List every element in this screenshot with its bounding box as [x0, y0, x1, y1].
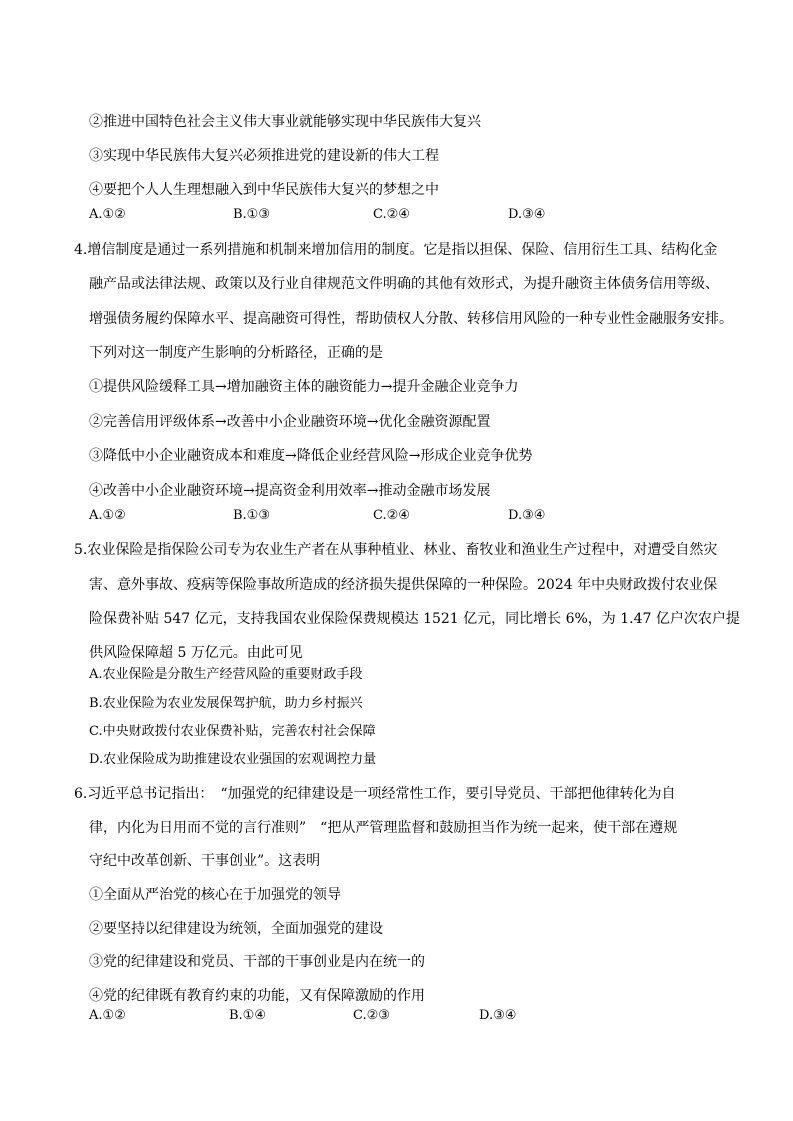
q5-stem-line-1: 5.农业保险是指保险公司专为农业生产者在从事种植业、林业、畜牧业和渔业生产过程中，对遭受自然灾	[74, 542, 718, 558]
q3-item-3: ③实现中华民族伟大复兴必须推进党的建设新的伟大工程	[89, 148, 439, 164]
q6-item-3: ③党的纪律建设和党员、干部的干事创业是内在统一的	[89, 954, 425, 970]
q4-stem-line-2: 融产品或法律法规、政策以及行业自律规范文件明确的其他有效形式，为提升融资主体债务信用等级、	[89, 276, 719, 292]
q6-stem-line-1: 6.习近平总书记指出： “加强党的纪律建设是一项经常性工作，要引导党员、干部把他律转化为自	[74, 786, 676, 802]
q3-item-2: ②推进中国特色社会主义伟大事业就能够实现中华民族伟大复兴	[89, 114, 481, 130]
q3-option-d: D.③④	[508, 207, 546, 222]
q4-item-4: ④改善中小企业融资环境→提高资金利用效率→推动金融市场发展	[89, 483, 491, 499]
q6-option-a: A.①②	[89, 1008, 126, 1023]
q5-stem-line-2: 害、意外事故、疫病等保险事故所造成的经济损失提供保障的一种保险。2024 年中央财政拨付农业保	[89, 577, 718, 593]
q5-option-d: D.农业保险成为助推建设农业强国的宏观调控力量	[89, 752, 377, 767]
q4-option-a: A.①②	[89, 508, 126, 523]
q5-option-b: B.农业保险为农业发展保驾护航，助力乡村振兴	[89, 696, 363, 711]
q6-option-c: C.②③	[353, 1008, 390, 1023]
q4-item-2: ②完善信用评级体系→改善中小企业融资环境→优化金融资源配置	[89, 414, 491, 430]
q5-option-c: C.中央财政拨付农业保费补贴，完善农村社会保障	[89, 724, 376, 739]
q6-option-d: D.③④	[479, 1008, 517, 1023]
q4-item-1: ①提供风险缓释工具→增加融资主体的融资能力→提升金融企业竞争力	[89, 379, 519, 395]
q6-option-b: B.①④	[229, 1008, 266, 1023]
q5-option-a: A.农业保险是分散生产经营风险的重要财政手段	[89, 667, 363, 682]
q3-item-4: ④要把个人人生理想融入到中华民族伟大复兴的梦想之中	[89, 182, 439, 198]
q3-option-a: A.①②	[89, 207, 126, 222]
q6-item-2: ②要坚持以纪律建设为统领，全面加强党的建设	[89, 921, 383, 937]
q6-item-1: ①全面从严治党的核心在于加强党的领导	[89, 887, 341, 903]
q6-item-4: ④党的纪律既有教育约束的功能，又有保障激励的作用	[89, 988, 425, 1004]
q3-option-b: B.①③	[233, 207, 270, 222]
q5-stem-line-3: 险保费补贴 547 亿元，支持我国农业保险保费规模达 1521 亿元，同比增长 6%，为 1.47 亿户次农户提	[89, 611, 740, 627]
q4-stem-line-4: 下列对这一制度产生影响的分析路径，正确的是	[89, 345, 383, 361]
q6-stem-line-2: 律，内化为日用而不觉的言行准则” “把从严管理监督和鼓励担当作为统一起来，使干部在遵规	[89, 820, 678, 836]
q6-stem-line-3: 守纪中改革创新、干事创业”。这表明	[89, 853, 321, 869]
q4-option-c: C.②④	[373, 508, 410, 523]
q3-option-c: C.②④	[373, 207, 410, 222]
q4-stem-line-1: 4.增信制度是通过一系列措施和机制来增加信用的制度。它是指以担保、保险、信用衍生工具、结构化金	[74, 242, 718, 258]
q5-stem-line-4: 供风险保障超 5 万亿元。由此可见	[89, 645, 303, 661]
q4-option-d: D.③④	[508, 508, 546, 523]
q4-item-3: ③降低中小企业融资成本和难度→降低企业经营风险→形成企业竞争优势	[89, 448, 533, 464]
q4-stem-line-3: 增强债务履约保障水平、提高融资可得性，帮助债权人分散、转移信用风险的一种专业性金融服务安排。	[89, 311, 733, 327]
q4-option-b: B.①③	[233, 508, 270, 523]
